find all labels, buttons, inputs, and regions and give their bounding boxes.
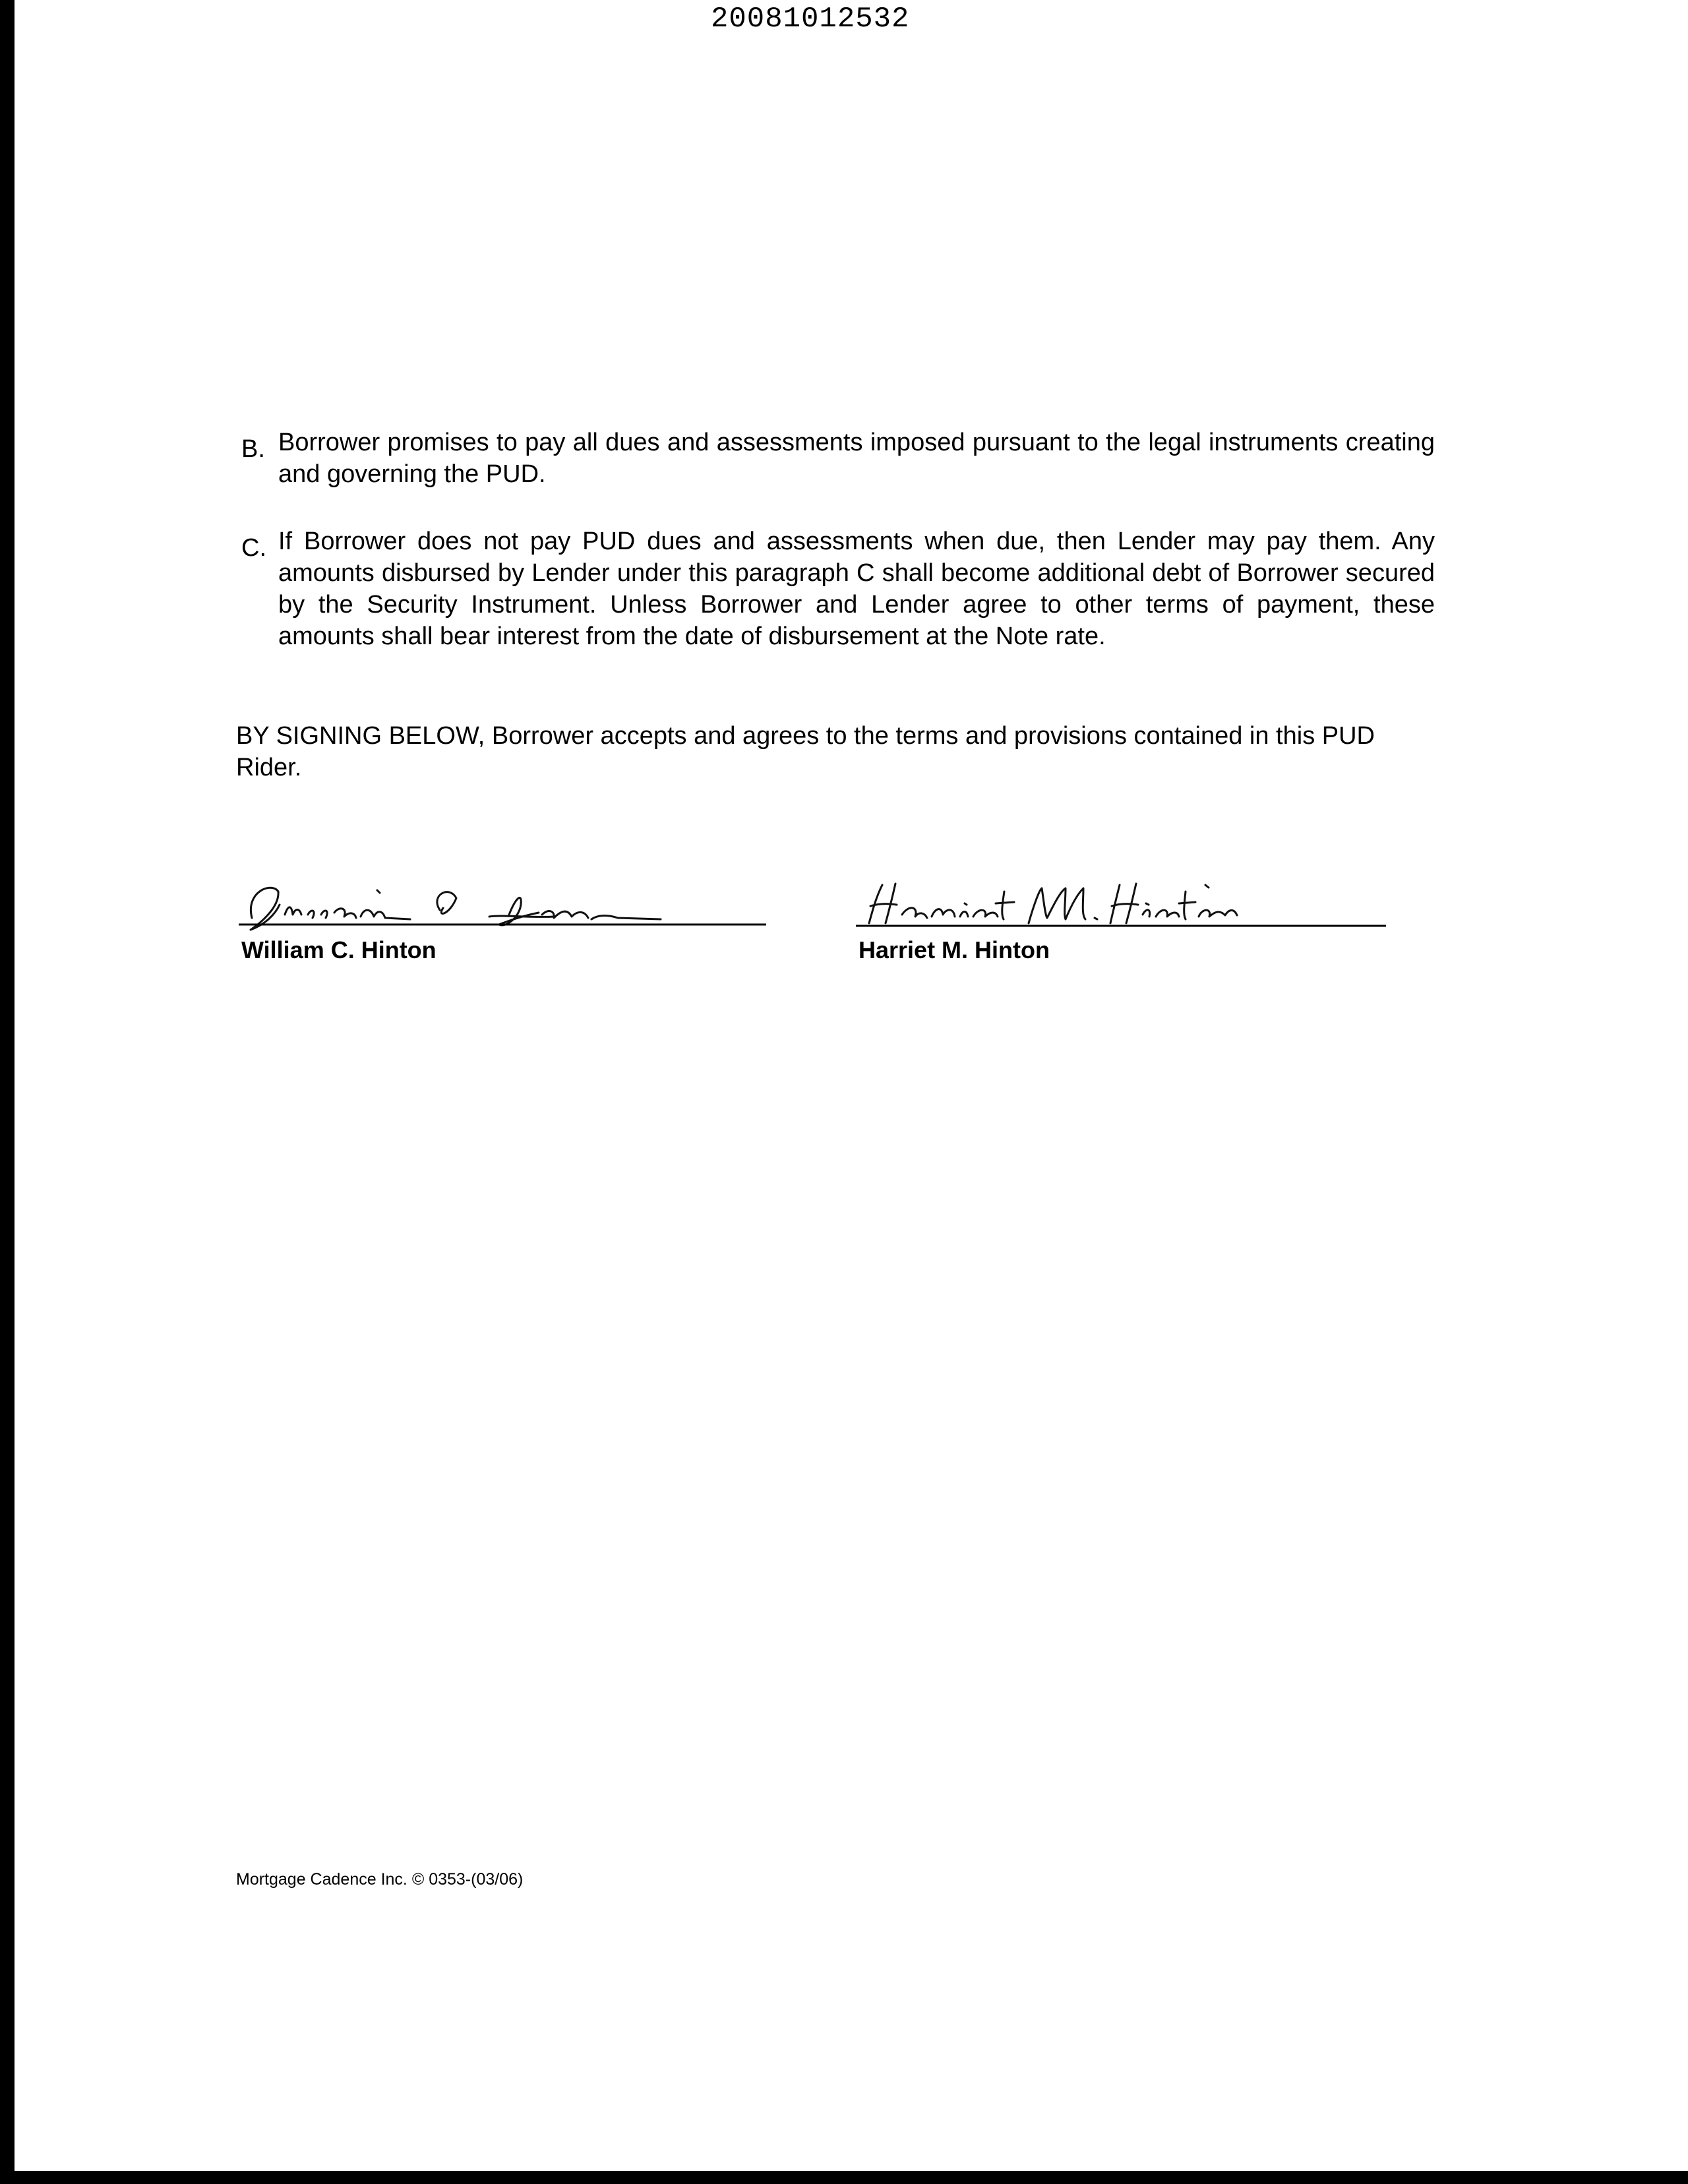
clause-c-marker: C. — [241, 534, 266, 562]
clause-b — [241, 427, 1435, 490]
signer-name-2: Harriet M. Hinton — [859, 936, 1050, 963]
scan-edge-bottom — [0, 2171, 1688, 2184]
scan-edge-left — [0, 0, 15, 2184]
clause-b-text: Borrower promises to pay all dues and assessments imposed pursuant to the legal instruments creating and governing the PUD. — [278, 429, 1435, 488]
acceptance-statement: BY SIGNING BELOW, Borrower accepts and agrees to the terms and provisions contained in this PUD Rider. — [236, 722, 1375, 781]
signer-name-1: William C. Hinton — [241, 936, 437, 963]
borrower-signature-block-2 — [856, 878, 1403, 964]
signature-william-c-hinton — [239, 878, 786, 935]
form-footer: Mortgage Cadence Inc. © 0353-(03/06) — [236, 1870, 524, 1889]
signature-harriet-m-hinton — [856, 878, 1403, 935]
borrower-signature-block-1 — [239, 878, 786, 964]
clause-b-marker: B. — [241, 435, 265, 463]
clause-c-text: If Borrower does not pay PUD dues and assessments when due, then Lender may pay them. Any amounts disbursed by Lender under this paragraph C shall become additional debt of Borrower secured by the Security Instrument. Unless Borrower and Lender agree to other terms of payment, these amounts shall bear interest from the date of disbursement at the Note rate. — [278, 528, 1435, 650]
recording-number: 20081012532 — [711, 3, 910, 36]
clause-c — [241, 526, 1435, 652]
